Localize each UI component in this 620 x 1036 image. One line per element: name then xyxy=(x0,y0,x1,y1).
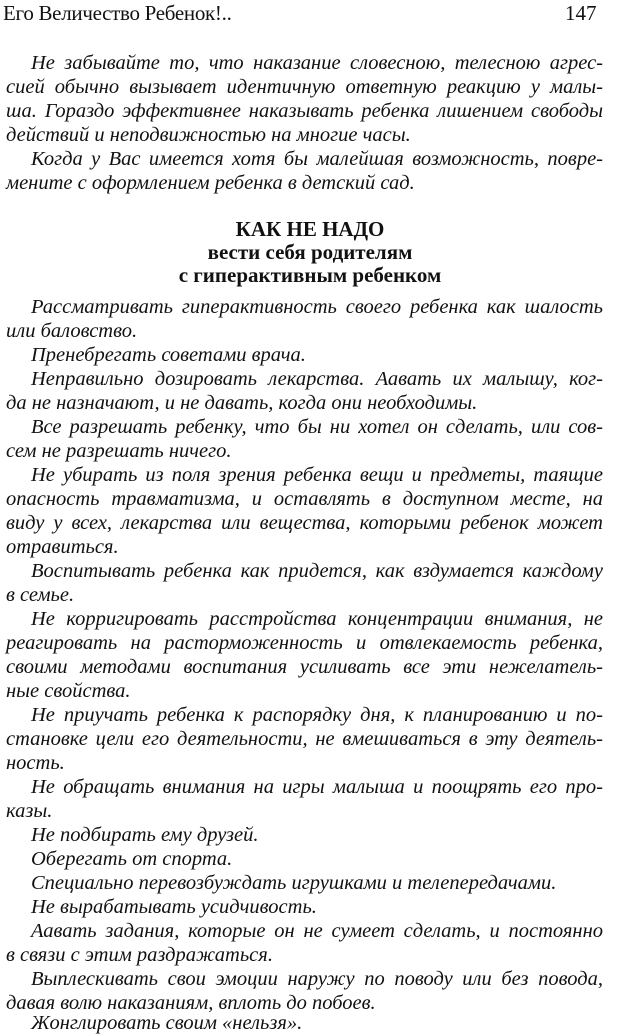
text-line: реагировать на расторможенность и отвлекаемость ребенка, xyxy=(6,632,603,654)
text-line: отравиться. xyxy=(6,536,119,558)
heading-line-2: вести себя родителям xyxy=(207,240,413,264)
text-line: в связи с этим раздражаться. xyxy=(6,944,273,966)
text-line: Не вырабатывать усидчивость. xyxy=(31,896,317,918)
text-line: Все разрешать ребенку, что бы ни хотел он сделать, или сов- xyxy=(31,416,603,438)
heading-line-3: с гиперактивным ребенком xyxy=(178,263,442,287)
text-line: ша. Гораздо эффективнее наказывать ребенка лишением свободы xyxy=(6,100,603,122)
text-line: опасность травматизма, и оставлять в доступном месте, на xyxy=(6,488,603,510)
text-line: Жонглировать своим «нельзя». xyxy=(31,1012,303,1034)
heading-line-1: КАК НЕ НАДО xyxy=(235,217,385,241)
text-line: Не убирать из поля зрения ребенка вещи и предметы, таящие xyxy=(31,464,603,486)
text-line: да не назначают, и не давать, когда они необходимы. xyxy=(6,392,478,414)
text-line: Неправильно дозировать лекарства. Аавать их малышу, ког- xyxy=(31,368,603,390)
text-line: или баловство. xyxy=(6,320,138,342)
text-line: Не корригировать расстройства концентрации внимания, не xyxy=(31,608,603,630)
text-line: становке цели его деятельности, не вмешиваться в эту деятель- xyxy=(6,728,603,750)
text-line: Оберегать от спорта. xyxy=(31,848,233,870)
text-line: Не подбирать ему друзей. xyxy=(31,824,259,846)
text-line: Не приучать ребенка к распорядку дня, к планированию и по- xyxy=(31,704,603,726)
text-line: Не обращать внимания на игры малыша и поощрять его про- xyxy=(31,776,603,798)
text-line: сем не разрешать ничего. xyxy=(6,440,232,462)
running-title: Его Величество Ребенок!.. xyxy=(3,1,232,25)
text-line: давая волю наказаниям, вплоть до побоев. xyxy=(6,992,376,1014)
text-line: виду у всех, лекарства или вещества, которыми ребенок может xyxy=(6,512,603,534)
text-line: Аавать задания, которые он не сумеет сделать, и постоянно xyxy=(31,920,603,942)
text-line: действий и неподвижностью на многие часы. xyxy=(6,124,411,146)
text-line: в семье. xyxy=(6,584,75,606)
text-line: ные свойства. xyxy=(6,680,131,702)
text-line: Не забывайте то, что наказание словесною, телесною агрес- xyxy=(31,52,603,74)
text-line: Пренебрегать советами врача. xyxy=(31,344,306,366)
text-line: Рассматривать гиперактивность своего ребенка как шалость xyxy=(31,296,603,318)
page-number: 147 xyxy=(565,1,597,25)
text-line: мените с оформлением ребенка в детский сад. xyxy=(6,172,415,194)
page-header xyxy=(0,0,620,34)
text-line: казы. xyxy=(6,800,53,822)
text-line: Специально перевозбуждать игрушками и телепередачами. xyxy=(31,872,557,894)
text-line: Выплескивать свои эмоции наружу по поводу или без повода, xyxy=(31,968,603,990)
text-line: своими методами воспитания усиливать все эти нежелатель- xyxy=(6,656,603,678)
text-line: Когда у Вас имеется хотя бы малейшая возможность, повре- xyxy=(31,148,603,170)
text-line: сией обычно вызывает идентичную ответную реакцию у малы- xyxy=(6,76,603,98)
text-line: Воспитывать ребенка как придется, как вздумается каждому xyxy=(31,560,603,582)
text-line: ность. xyxy=(6,752,65,774)
